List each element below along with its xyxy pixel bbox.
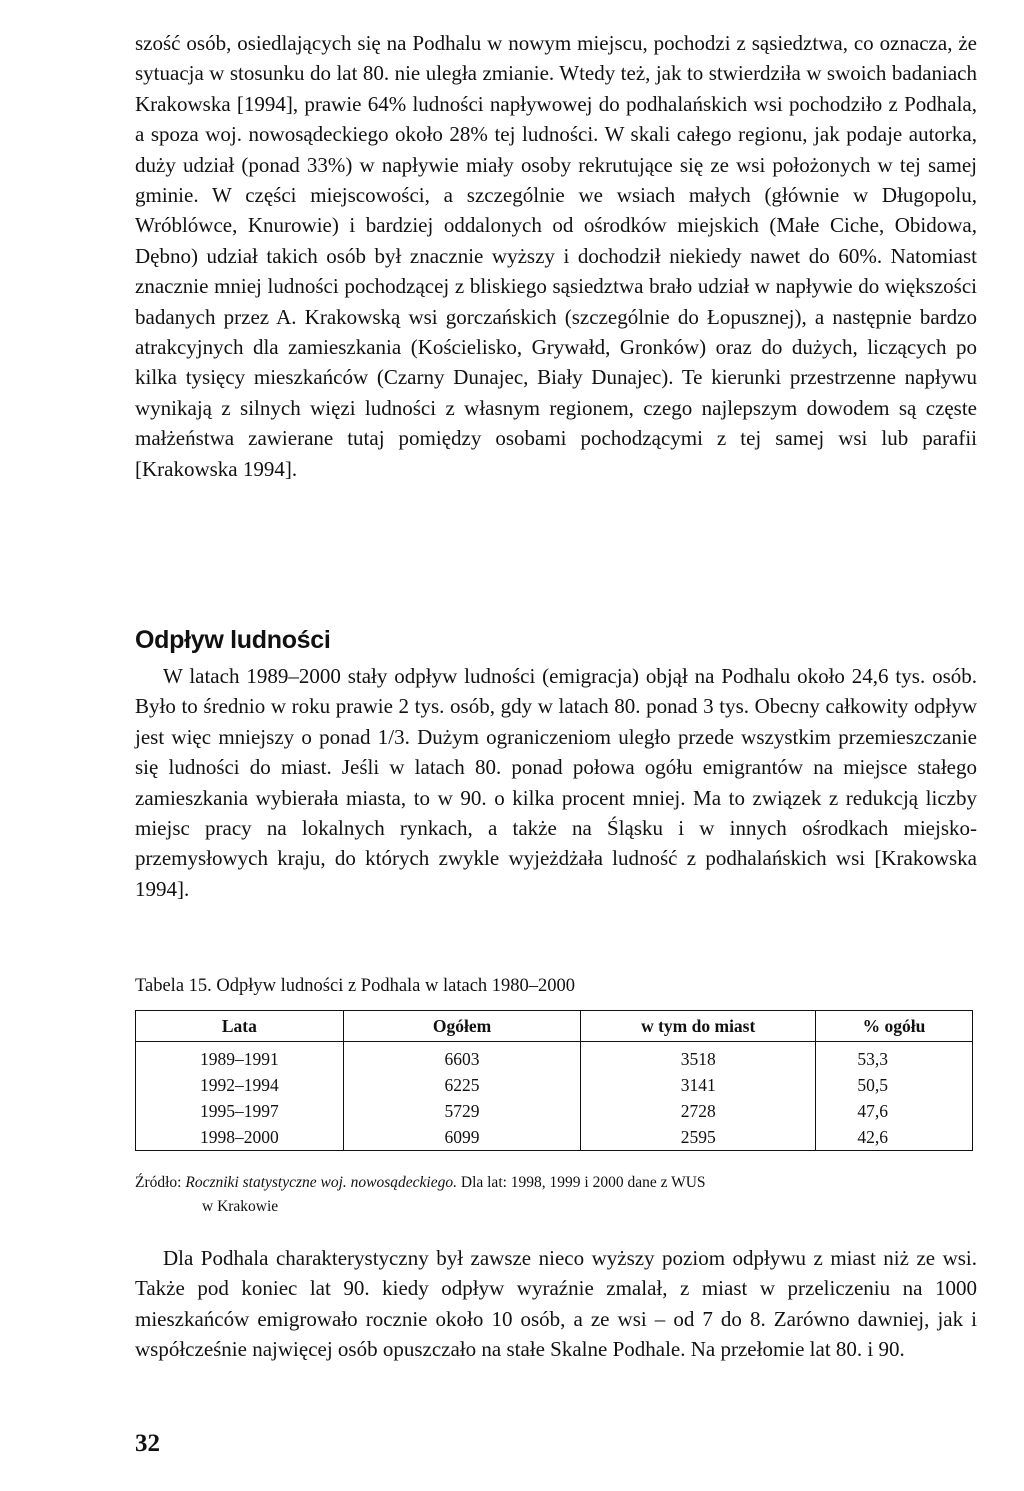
- body-paragraph-1: szość osób, osiedlających się na Podhalu w nowym miejscu, pochodzi z sąsiedztwa, co oznacza, że sytuacja w stosunku do lat 80. nie uległa zmianie. Wtedy też, jak to stwierdziła w swoich badaniach Krakowska [1994], prawie 64% ludności napływowej do podhalańskich wsi pochodziło z Podhala, a spoza woj. nowosądeckiego około 28% tej ludności. W skali całego regionu, jak podaje autorka, duży udział (ponad 33%) w napływie miały osoby rekrutujące się ze wsi położonych w tej samej gminie. W części miejscowości, a szczególnie we wsiach małych (głównie w Długopolu, Wróblówce, Knurowie) i bardziej oddalonych od ośrodków miejskich (Małe Ciche, Obidowa, Dębno) udział takich osób był znacznie wyższy i dochodził niekiedy nawet do 60%. Natomiast znacznie mniej ludności pochodzącej z bliskiego sąsiedztwa brało udział w napływie do większości badanych przez A. Krakowską wsi gorczańskich (szczególnie do Łopusznej), a następnie bardzo atrakcyjnych dla zamieszkania (Kościelisko, Grywałd, Gronków) oraz do dużych, liczących po kilka tysięcy mieszkańców (Czarny Dunajec, Biały Dunajec). Te kierunki przestrzenne napływu wynikają z silnych więzi ludności z własnym regionem, czego najlepszym dowodem są częste małżeństwa zawierane tutaj pomiędzy osobami pochodzącymi z tej samej wsi lub parafii [Krakowska 1994].: [135, 31, 977, 481]
- header-total: Ogółem: [343, 1011, 581, 1042]
- table-row: [136, 1098, 973, 1124]
- body-paragraph-2: W latach 1989–2000 stały odpływ ludności (emigracja) objął na Podhalu około 24,6 tys. osób. Było to średnio w roku prawie 2 tys. osób, gdy w latach 80. ponad 3 tys. Obecny całkowity odpływ jest więc mniejszy o ponad 1/3. Dużym ograniczeniom uległo przede wszystkim przemieszczanie się ludności do miast. Jeśli w latach 80. ponad połowa ogółu emigrantów na miejsce stałego zamieszkania wybierała miasta, to w 90. o kilka procent mniej. Ma to związek z redukcją liczby miejsc pracy na lokalnych rynkach, a także na Śląsku i w innych ośrodkach miejsko-przemysłowych kraju, do których zwykle wyjeżdżała ludność z podhalańskich wsi [Krakowska 1994].: [135, 664, 977, 901]
- cell-total: 6099: [343, 1124, 581, 1151]
- source-details: Dla lat: 1998, 1999 i 2000 dane z WUS: [460, 1174, 706, 1191]
- header-years: Lata: [136, 1011, 344, 1042]
- cell-total: 6225: [343, 1072, 581, 1098]
- cell-percent: 47,6: [816, 1098, 973, 1124]
- section-heading: Odpływ ludności: [135, 626, 331, 654]
- table-caption: Tabela 15. Odpływ ludności z Podhala w latach 1980–2000: [135, 976, 576, 996]
- table-row: [136, 1042, 973, 1073]
- table-row: [136, 1072, 973, 1098]
- source-label: Źródło:: [135, 1174, 182, 1191]
- cell-years: 1995–1997: [136, 1098, 344, 1124]
- emigration-table: [135, 1010, 973, 1151]
- cell-to-cities: 3518: [581, 1042, 816, 1073]
- table-header-row: [136, 1011, 973, 1042]
- cell-years: 1998–2000: [136, 1124, 344, 1151]
- cell-to-cities: 2595: [581, 1124, 816, 1151]
- cell-total: 5729: [343, 1098, 581, 1124]
- body-paragraph-3: Dla Podhala charakterystyczny był zawsze nieco wyższy poziom odpływu z miast niż ze wsi. Także pod koniec lat 90. kiedy odpływ wyraźnie zmalał, z miast w przeliczeniu na 1000 mieszkańców emigrowało rocznie około 10 osób, a ze wsi – od 7 do 8. Zarówno dawniej, jak i współcześnie najwięcej osób opuszczało na stałe Skalne Podhale. Na przełomie lat 80. i 90.: [135, 1246, 977, 1362]
- cell-percent: 53,3: [816, 1042, 973, 1073]
- page-number: 32: [135, 1430, 160, 1457]
- cell-years: 1989–1991: [136, 1042, 344, 1073]
- cell-percent: 42,6: [816, 1124, 973, 1151]
- source-title: Roczniki statystyczne woj. nowosądeckiego.: [185, 1174, 457, 1191]
- cell-years: 1992–1994: [136, 1072, 344, 1098]
- table-row: [136, 1124, 973, 1151]
- cell-to-cities: 2728: [581, 1098, 816, 1124]
- header-percent: % ogółu: [816, 1011, 973, 1042]
- cell-to-cities: 3141: [581, 1072, 816, 1098]
- cell-total: 6603: [343, 1042, 581, 1073]
- cell-percent: 50,5: [816, 1072, 973, 1098]
- header-to-cities: w tym do miast: [581, 1011, 816, 1042]
- source-details-line-2: w Krakowie: [202, 1198, 279, 1215]
- table-source-note: [135, 1171, 977, 1219]
